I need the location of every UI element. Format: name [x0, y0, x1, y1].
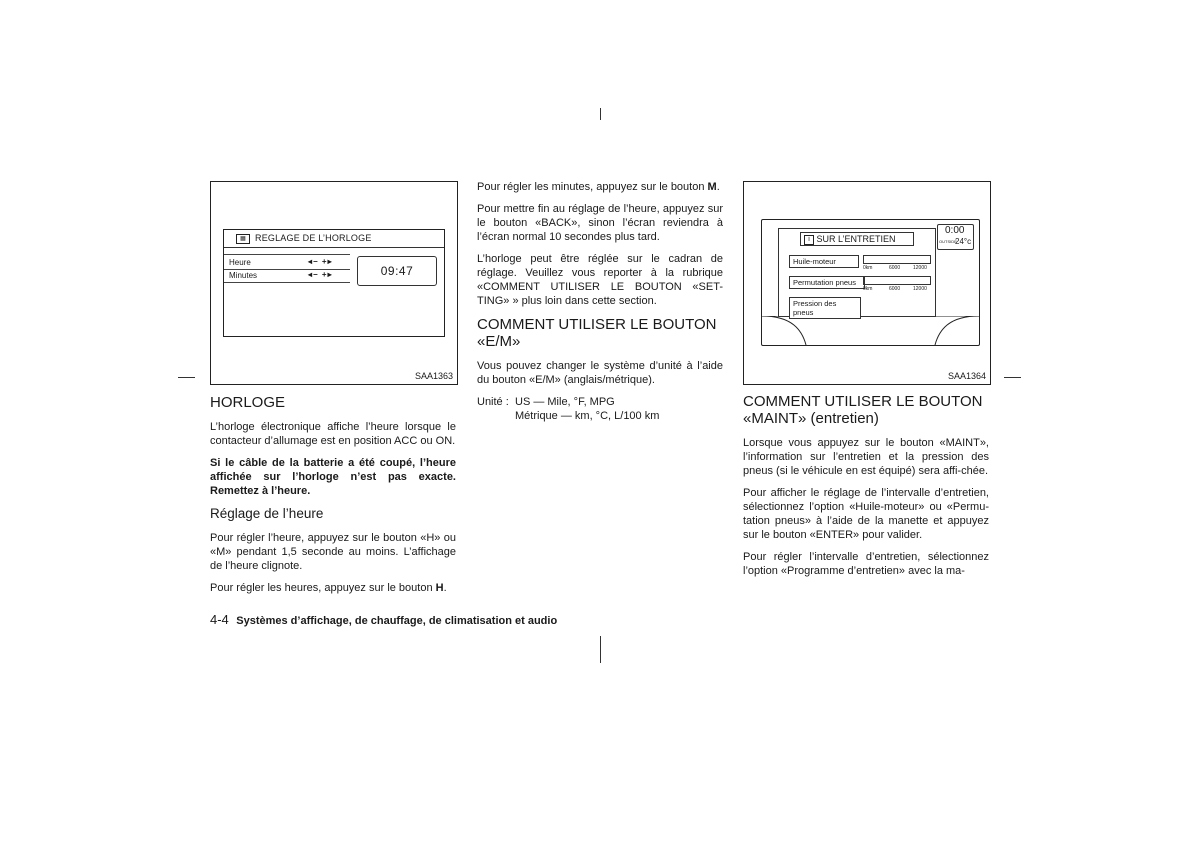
tire-pressure-button[interactable]	[789, 297, 861, 319]
hour-label: Heure	[229, 258, 251, 267]
time-display	[357, 256, 437, 286]
oil-scale: 0km 6000 12000	[863, 265, 927, 271]
maintenance-panel	[778, 228, 936, 317]
paragraph: L’horloge peut être réglée sur le cadran de réglage. Veuillez vous reporter à la rubrique «COMMENT UTILISER LE BOUTON «SET-TING» » plus loin dans cette section.	[477, 253, 723, 307]
minutes-adjust-controls[interactable]: ◂− +▸	[308, 270, 333, 279]
screen-title: REGLAGE DE L’HORLOGE	[255, 233, 372, 243]
paragraph: Pour régler l’intervalle d’entretien, sélectionnez l’option «Programme d’entretien» avec la ma-	[743, 551, 989, 577]
panel-title-box	[800, 232, 914, 246]
bottom-center-mark	[600, 636, 601, 663]
maintenance-screen	[761, 219, 980, 346]
time-value: 09:47	[380, 264, 414, 278]
paragraph: Pour mettre fin au réglage de l’heure, appuyez sur le bouton «BACK», sinon l’écran reviendra à l’écran normal 10 secondes plus tard.	[477, 203, 723, 243]
footer-title: Systèmes d’affichage, de chauffage, de climatisation et audio	[236, 615, 558, 627]
hour-adjust-controls[interactable]: ◂− +▸	[308, 257, 333, 266]
figure-clock-setting	[210, 181, 458, 385]
top-center-mark	[600, 108, 601, 120]
paragraph: Pour régler les minutes, appuyez sur le bouton M.	[477, 181, 720, 193]
figure-code: SAA1364	[947, 371, 986, 381]
clock-temp-box	[937, 224, 974, 250]
unit-row-us: Unité : US — Mile, °F, MPG	[477, 396, 615, 408]
info-icon: i	[804, 235, 814, 245]
paragraph: Pour régler l’heure, appuyez sur le bouton «H» ou «M» pendant 1,5 seconde au moins. L’affichage de l’heure clignote.	[210, 532, 456, 572]
oil-gauge	[863, 255, 931, 264]
minutes-label: Minutes	[229, 271, 258, 280]
screen-bottom-curve	[762, 316, 979, 345]
section-heading-maint: COMMENT UTILISER LE BOUTON «MAINT» (entretien)	[743, 393, 983, 427]
unit-list	[477, 395, 723, 423]
page-number: 4-4	[210, 612, 229, 627]
panel-title: SUR L’ENTRETIEN	[816, 234, 896, 244]
screen-title-bar	[224, 230, 444, 248]
clock-value: 0:00	[945, 225, 965, 236]
right-margin-mark	[1004, 377, 1021, 378]
page-footer	[210, 611, 557, 629]
section-heading-em: COMMENT UTILISER LE BOUTON «E/M»	[477, 316, 717, 350]
rotation-button-label: Permutation pneus	[793, 278, 856, 287]
minutes-row	[224, 268, 350, 283]
subheading-reglage: Réglage de l’heure	[210, 506, 324, 521]
tire-pressure-button-label: Pression des pneus	[793, 299, 837, 317]
clock-screen	[223, 229, 445, 337]
left-margin-mark	[178, 377, 195, 378]
column-1	[210, 394, 456, 603]
paragraph: Pour régler les heures, appuyez sur le bouton H.	[210, 582, 447, 594]
rotation-gauge	[863, 276, 931, 285]
section-heading-horloge: HORLOGE	[210, 394, 286, 411]
oil-button[interactable]	[789, 255, 859, 268]
paragraph: Pour afficher le réglage de l’intervalle d’entretien, sélectionnez l’option «Huile-moteur» ou «Permu-tation pneus» à l’aide de la manette et appuyez sur le bouton «ENTER» pour valider.	[743, 487, 989, 541]
rotation-button[interactable]	[789, 276, 865, 289]
figure-maintenance	[743, 181, 991, 385]
oil-button-label: Huile-moteur	[793, 257, 836, 266]
rotation-scale: 0km 6000 12000	[863, 286, 927, 292]
paragraph: L’horloge électronique affiche l’heure lorsque le contacteur d’allumage est en position ACC ou ON.	[210, 421, 456, 447]
clock-icon: ▦	[236, 234, 250, 244]
column-3	[743, 393, 989, 586]
unit-row-metric: Métrique — km, °C, L/100 km	[515, 410, 660, 422]
figure-code: SAA1363	[414, 371, 453, 381]
temperature-value: 24°c	[955, 237, 972, 246]
paragraph: Vous pouvez changer le système d’unité à l’aide du bouton «E/M» (anglais/métrique).	[477, 360, 723, 386]
warning-paragraph: Si le câble de la batterie a été coupé, l’heure affichée sur l’horloge n’est pas exacte. Remettez à l’heure.	[210, 457, 456, 497]
column-2	[477, 180, 723, 423]
outside-label: OUTSIDE	[939, 239, 957, 244]
paragraph: Lorsque vous appuyez sur le bouton «MAINT», l’information sur l’entretien et la pression des pneus (si le véhicule en est équipé) sera affi-chée.	[743, 437, 989, 477]
